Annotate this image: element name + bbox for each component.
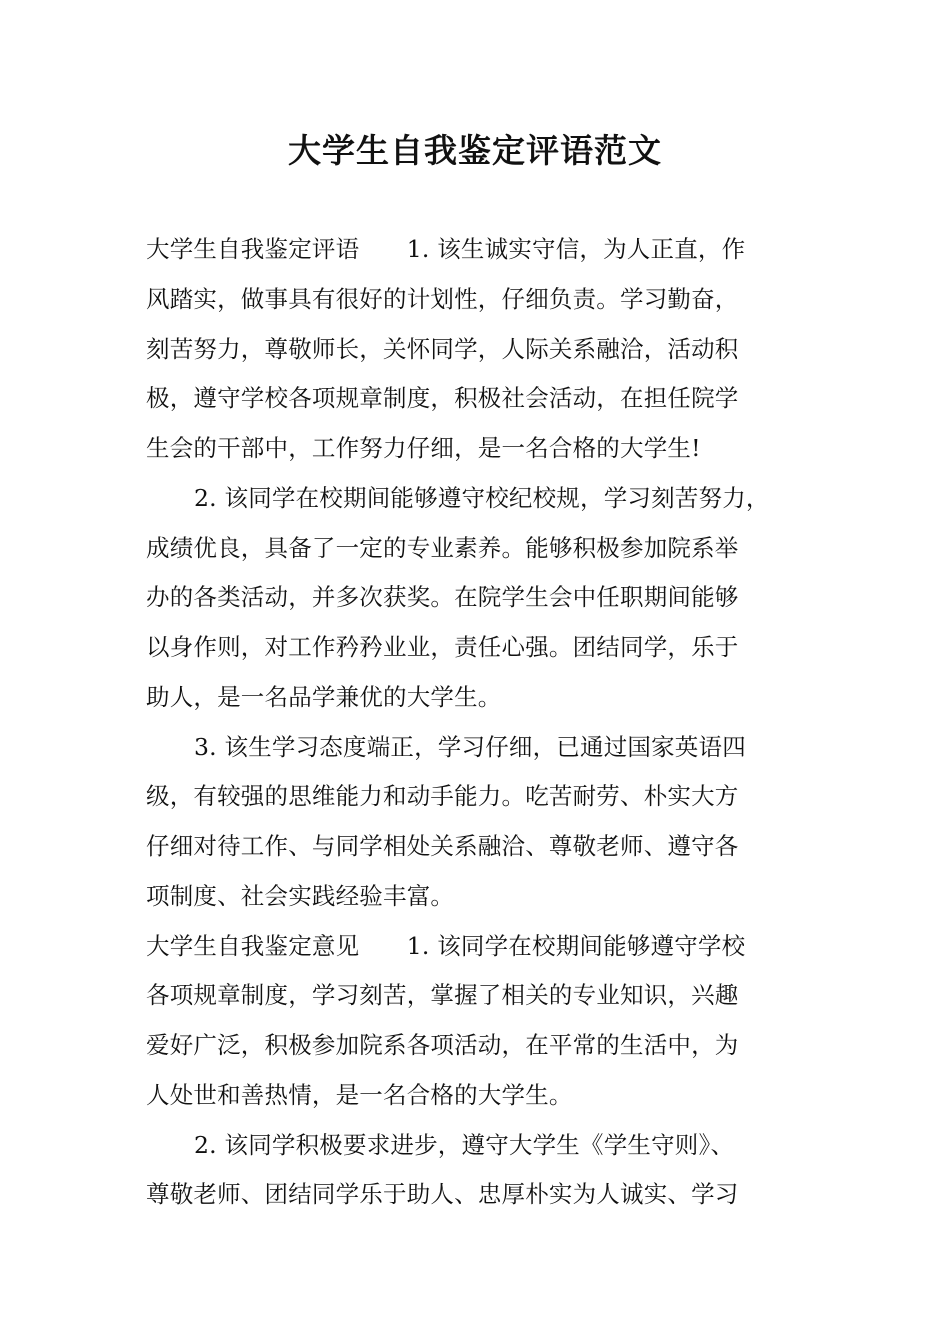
text-line: 生会的干部中，工作努力仔细，是一名合格的大学生! [146, 434, 701, 462]
text-line: 3. 该生学习态度端正，学习仔细，已通过国家英语四 [194, 733, 746, 761]
text-line: 极，遵守学校各项规章制度，积极社会活动，在担任院学 [146, 384, 739, 412]
text-line: 成绩优良，具备了一定的专业素养。能够积极参加院系举 [146, 534, 739, 562]
text-line: 风踏实，做事具有很好的计划性，仔细负责。学习勤奋， [146, 285, 739, 313]
text-line: 人处世和善热情，是一名合格的大学生。 [146, 1081, 573, 1109]
text-line: 刻苦努力，尊敬师长，关怀同学，人际关系融洽，活动积 [146, 335, 739, 363]
text-line: 大学生自我鉴定评语 1. 该生诚实守信，为人正直，作 [146, 235, 746, 263]
text-line: 大学生自我鉴定意见 1. 该同学在校期间能够遵守学校 [146, 932, 746, 960]
text-line: 各项规章制度，学习刻苦，掌握了相关的专业知识，兴趣 [146, 981, 739, 1009]
text-line: 尊敬老师、团结同学乐于助人、忠厚朴实为人诚实、学习 [146, 1180, 739, 1208]
text-line: 爱好广泛，积极参加院系各项活动，在平常的生活中，为 [146, 1031, 739, 1059]
text-line: 仔细对待工作、与同学相处关系融洽、尊敬老师、遵守各 [146, 832, 739, 860]
text-line: 助人，是一名品学兼优的大学生。 [146, 683, 502, 711]
text-line: 级，有较强的思维能力和动手能力。吃苦耐劳、朴实大方 [146, 782, 739, 810]
page-title: 大学生自我鉴定评语范文 [288, 131, 662, 170]
text-line: 项制度、社会实践经验丰富。 [146, 882, 455, 910]
text-line: 以身作则，对工作矜矜业业，责任心强。团结同学，乐于 [146, 633, 739, 661]
text-line: 2. 该同学在校期间能够遵守校纪校规，学习刻苦努力， [194, 484, 770, 512]
text-line: 办的各类活动，并多次获奖。在院学生会中任职期间能够 [146, 583, 739, 611]
text-line: 2. 该同学积极要求进步，遵守大学生《学生守则》、 [194, 1131, 735, 1159]
